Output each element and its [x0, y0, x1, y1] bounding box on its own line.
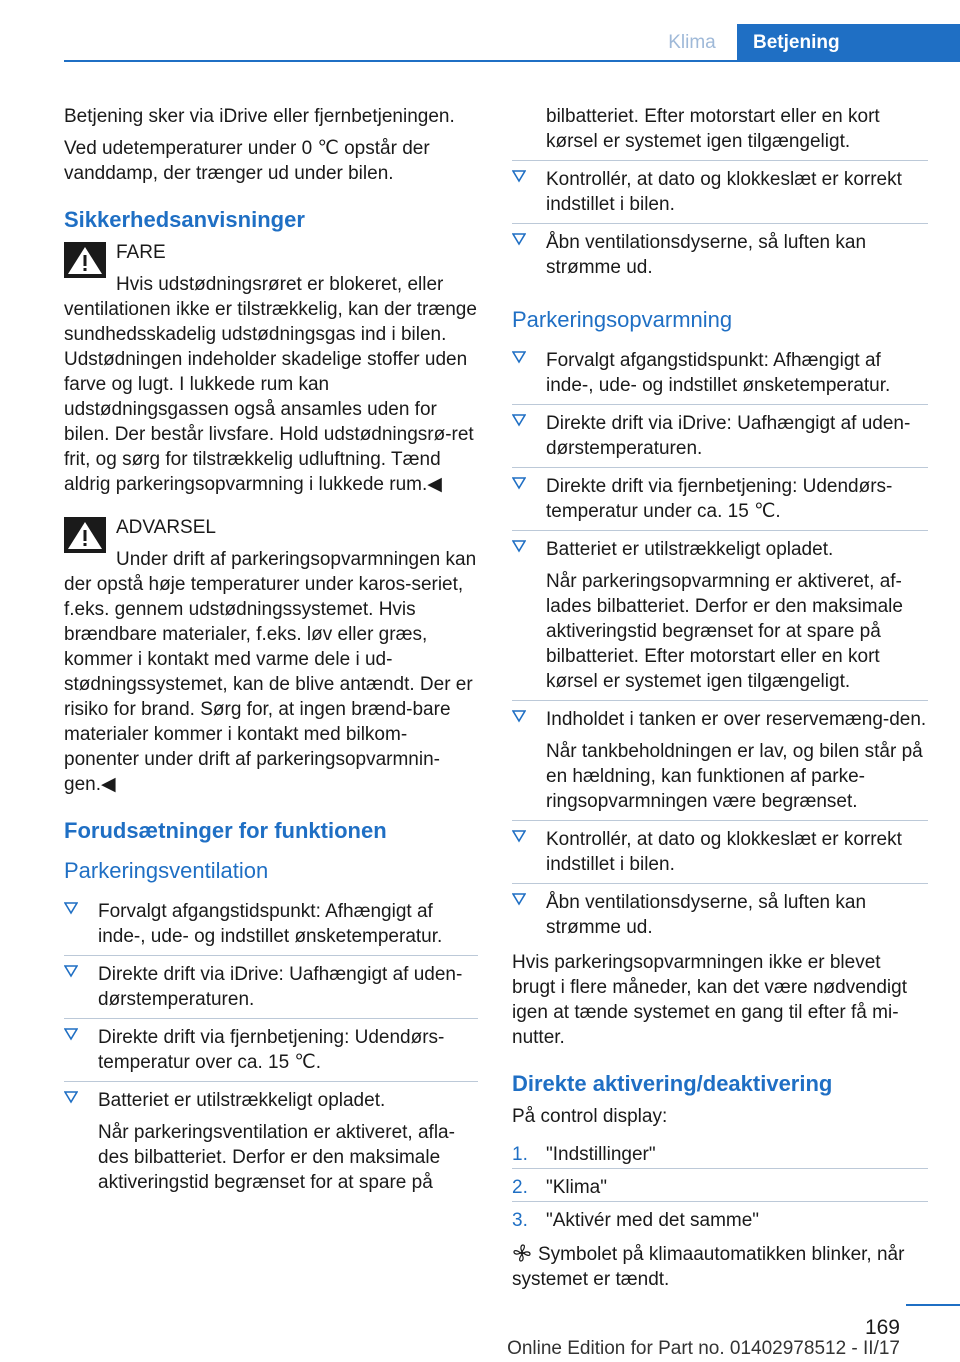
warning-triangle-icon — [64, 242, 106, 278]
fan-icon — [512, 1243, 532, 1263]
heating-note: Hvis parkeringsopvarmningen ikke er blevet brugt i flere måneder, kan det være nødvendigt igen at tænde systemet en gang til efter få mi‐nutter. — [512, 952, 908, 1048]
tab-betjening[interactable]: Betjening — [737, 24, 960, 62]
warning-triangle-icon — [64, 517, 106, 553]
ventilation-list — [64, 893, 478, 1201]
warning-danger — [64, 240, 478, 497]
list-item-text: Kontrollér, at dato og klokkeslæt er korrekt indstillet i bilen. — [546, 829, 902, 875]
list-item-text: Indholdet i tanken er over reservemæng‐den. — [546, 709, 927, 730]
list-item — [512, 161, 928, 224]
symbol-text: Symbolet på klimaautomatikken blinker, når systemet er tændt. — [512, 1244, 905, 1290]
list-item-text: Kontrollér, at dato og klokkeslæt er korrekt indstillet i bilen. — [546, 169, 902, 215]
footer-edition: Online Edition for Part no. 01402978512 - II/17 — [507, 1338, 900, 1359]
list-item-text: Åbn ventilationsdyserne, så luften kan strømme ud. — [546, 232, 867, 278]
page-number: 169 — [864, 1316, 900, 1339]
direct-intro: På control display: — [512, 1106, 668, 1127]
step-text: "Indstillinger" — [546, 1144, 656, 1165]
list-item-note: Når parkeringsventilation er aktiveret, afla‐des bilbatteriet. Derfor er den maksimale aktiveringstid begrænset for at spare på — [98, 1122, 455, 1193]
triangle-bullet-icon — [512, 350, 526, 364]
left-column — [64, 104, 478, 1201]
step-item — [512, 1169, 928, 1202]
step-item — [512, 1136, 928, 1169]
tab-klima[interactable]: Klima — [668, 32, 716, 53]
triangle-bullet-icon — [512, 476, 526, 490]
list-item — [512, 342, 928, 405]
triangle-bullet-icon — [512, 892, 526, 906]
list-item — [512, 701, 928, 821]
list-item-text: Forvalgt afgangstidspunkt: Afhængigt af inde-, ude- og indstillet ønsketemperatur. — [98, 901, 443, 947]
list-item — [64, 956, 478, 1019]
list-item-text: Direkte drift via fjernbetjening: Udendørs‐temperatur under ca. 15 ℃. — [546, 476, 893, 522]
list-item-continued-text: bilbatteriet. Efter motorstart eller en kort kørsel er systemet igen tilgængeligt. — [546, 106, 880, 152]
step-number: 1. — [512, 1144, 528, 1165]
triangle-bullet-icon — [64, 1090, 78, 1104]
list-item — [512, 531, 928, 701]
step-number: 2. — [512, 1177, 528, 1198]
list-item-text: Forvalgt afgangstidspunkt: Afhængigt af inde-, ude- og indstillet ønsketemperatur. — [546, 350, 891, 396]
list-item — [512, 884, 928, 946]
list-item — [512, 821, 928, 884]
warning-label: FARE — [116, 242, 166, 263]
triangle-bullet-icon — [512, 169, 526, 183]
step-text: "Klima" — [546, 1177, 607, 1198]
list-item — [512, 405, 928, 468]
list-item — [512, 104, 928, 161]
list-item — [512, 224, 928, 286]
steps-list — [512, 1136, 928, 1234]
list-item-text: Batteriet er utilstrækkeligt opladet. — [98, 1090, 386, 1111]
triangle-bullet-icon — [512, 232, 526, 246]
list-item-text: Direkte drift via iDrive: Uafhængigt af uden‐dørstemperaturen. — [546, 413, 911, 459]
right-column — [512, 104, 928, 1299]
warning-caution — [64, 515, 478, 797]
list-item-text: Direkte drift via iDrive: Uafhængigt af uden‐dørstemperaturen. — [98, 964, 463, 1010]
ventilation-list-continued — [512, 104, 928, 286]
step-text: "Aktivér med det samme" — [546, 1210, 760, 1231]
warning-label: ADVARSEL — [116, 517, 216, 538]
triangle-bullet-icon — [512, 413, 526, 427]
step-number: 3. — [512, 1210, 528, 1231]
symbol-paragraph — [512, 1242, 928, 1292]
ventilation-heading: Parkeringsventilation — [64, 858, 269, 883]
list-item-text: Batteriet er utilstrækkeligt opladet. — [546, 539, 834, 560]
warning-text: Hvis udstødningsrøret er blokeret, eller ventilationen ikke er tilstrækkelig, kan der trænge sundhedsskadelig udstødningsgas ind i bilen. Udstødningen indeholder skadelige stoffer uden farve og lugt. I lukkede rum kan udstødningsgassen også ansamles uden for bilen. Der består livsfare. Hold udstødningsrø‐ret frit, og sørg for tilstrækkelig udluftning. Tænd aldrig parkeringsopvarmning i lukkede rum.◀ — [64, 274, 477, 495]
footer-rule — [906, 1304, 960, 1306]
heating-heading: Parkeringsopvarmning — [512, 307, 733, 332]
list-item-note: Når parkeringsopvarmning er aktiveret, af‐lades bilbatteriet. Derfor er den maksimale aktiveringstid begrænset for at spare på bilbatteriet. Efter motorstart eller en kort kørsel er systemet igen tilgængeligt. — [546, 571, 903, 692]
list-item-note: Når tankbeholdningen er lav, og bilen står på en hældning, kan funktionen af parke‐ringsopvarmningen være begrænset. — [546, 741, 923, 812]
triangle-bullet-icon — [512, 539, 526, 553]
triangle-bullet-icon — [512, 829, 526, 843]
list-item — [512, 468, 928, 531]
intro-paragraph-2: Ved udetemperaturer under 0 ℃ opstår der vanddamp, der trænger ud under bilen. — [64, 138, 430, 184]
safety-heading: Sikkerhedsanvisninger — [64, 207, 305, 232]
step-item — [512, 1202, 928, 1234]
list-item-text: Åbn ventilationsdyserne, så luften kan strømme ud. — [546, 892, 867, 938]
triangle-bullet-icon — [64, 901, 78, 915]
prerequisites-heading: Forudsætninger for funktionen — [64, 818, 387, 843]
intro-paragraph-1: Betjening sker via iDrive eller fjernbetjeningen. — [64, 106, 455, 127]
list-item — [64, 893, 478, 956]
direct-activation-heading: Direkte aktivering/deaktivering — [512, 1071, 833, 1096]
triangle-bullet-icon — [64, 1027, 78, 1041]
triangle-bullet-icon — [64, 964, 78, 978]
warning-text: Under drift af parkeringsopvarmningen kan der opstå høje temperaturer under karos‐seriet, f.eks. gennem udstødningssystemet. Hvis brændbare materialer, f.eks. løv eller græs, kommer i kontakt med varme dele i ud‐stødningssystemet, kan de blive antændt. Der er risiko for brand. Sørg for, at ingen brænd‐bare materialer kommer i kontakt med bilkom‐ponenter under drift af parkeringsopvarmnin‐gen.◀ — [64, 549, 477, 795]
triangle-bullet-icon — [512, 709, 526, 723]
list-item-text: Direkte drift via fjernbetjening: Udendørs‐temperatur over ca. 15 ℃. — [98, 1027, 445, 1073]
list-item — [64, 1019, 478, 1082]
list-item — [64, 1082, 478, 1201]
heating-list — [512, 342, 928, 946]
